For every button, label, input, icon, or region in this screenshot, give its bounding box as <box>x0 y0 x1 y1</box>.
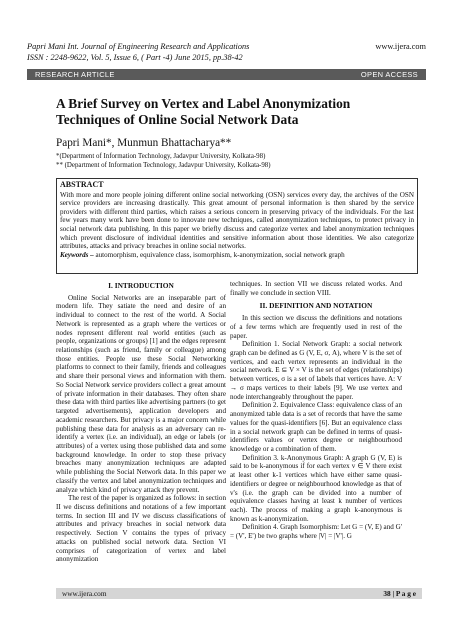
definitions-intro: In this section we discuss the definitions and notations of a few terms which are frequently used in rest of the paper. <box>230 314 402 340</box>
paper-title: A Brief Survey on Vertex and Label Anonymization Techniques of Online Social Network Data <box>56 96 351 127</box>
intro-paragraph-1: Online Social Networks are an inseparable part of modern life. They satiate the need and desire of an individual to connect to the rest of the world. A Social Network is represented as a graph where the vertices or nodes represent different real world entities (such as people, organizations or groups) [1] and the edges represent relationships (such as friend, family or colleague) among those entities. People use these Social Networking platforms to connect to their family, friends and colleagues and share their personal views and information with them. So Social Network service providers collect a great amount of private information in their databases. They often share these data with third parties like advertising partners (to get targeted advertisements), application developers and academic researchers. But privacy is a major concern while publishing these data for analysis as an adversary can re-identify a vertex (i.e. an individual), an edge or labels (or attributes) of a vertex using those published data and some background knowledge. In order to stop these privacy breaches many anonymization techniques are adapted while publishing the Social Network data. In this paper we classify the vertex and label anonymization techniques and analyze which kind of privacy attack they prevent. <box>56 293 226 494</box>
page-number: 38 | P a g e <box>383 589 416 598</box>
intro-paragraph-continued: techniques. In section VII we discuss related works. And finally we conclude in section VIII. <box>230 280 402 297</box>
keywords-list: automorphism, equivalence class, isomorphism, k-anonymization, social network graph <box>93 250 345 259</box>
keywords <box>60 251 414 260</box>
keywords-label: Keywords – <box>60 250 94 259</box>
abstract-heading: ABSTRACT <box>60 180 104 189</box>
affiliation-1: *(Department of Information Technology, Jadavpur University, Kolkata-98) <box>56 153 266 160</box>
affiliation-2: ** (Department of Information Technology, Jadavpur University, Kolkata-98) <box>56 162 271 169</box>
paper-authors: Papri Mani*, Munmun Bhattacharya** <box>56 137 232 149</box>
abstract-body: With more and more people joining different online social networking (OSN) services every day, the archives of the OSN service providers are increasing drastically. This great amount of personal information is then shared by the service providers with different third parties, which raises a serious concern in preserving privacy of the individuals. For the last few years many work have been done to innovate new techniques, called anonymization techniques, to protect privacy in social network data publishing. In this paper we briefly discuss and categorize vertex and label anonymization techniques which prevent disclosure of individual identities and sensitive information about those identities. We also categorize attributes, attacks and privacy breaches in online social networks. <box>60 190 414 251</box>
journal-citation: Papri Mani Int. Journal of Engineering Research and Applications <box>27 42 250 51</box>
journal-header <box>27 41 426 63</box>
intro-paragraph-2: The rest of the paper is organized as follows: in section II we discuss definitions and notations of a few important terms. In section III and IV we discuss classifications of attributes and privacy breaches in social network data respectively. Section V contains the types of privacy attacks on published social network data. Section VI comprises of categorization of vertex and label anonymization <box>56 494 226 564</box>
right-column <box>230 280 402 541</box>
journal-issn: ISSN : 2248-9622, Vol. 5, Issue 6, ( Part -4) June 2015, pp.38-42 <box>27 53 243 62</box>
author-affiliations <box>56 152 271 170</box>
definition-4: Definition 4. Graph Isomorphism: Let G = (V, E) and G' = (V', E') be two graphs where |V| = |V'|. G <box>230 523 402 541</box>
definition-3: Definition 3. k-Anonymous Graph: A graph G (V, E) is said to be k-anonymous if for each vertex v ∈ V there exist at least other k-1 vertices which have either same quasi-identifiers or degree or neighbourhood knowledge as that of v's (i.e. the graph can be divided into a number of equivalence classes having at least k number of vertices each). The process of making a graph k-anonymous is known as k-anonymization. <box>230 453 402 523</box>
section-heading-definitions: II. DEFINITION AND NOTATION <box>259 301 373 311</box>
article-type-band <box>27 69 426 80</box>
open-access-label: OPEN ACCESS <box>360 70 418 79</box>
section-heading-introduction: I. INTRODUCTION <box>108 281 174 290</box>
journal-url[interactable]: www.ijera.com <box>375 42 426 51</box>
page-footer <box>56 588 422 599</box>
definition-1: Definition 1. Social Network Graph: a social network graph can be defined as G (V, E, σ, A), where V is the set of vertices, and each vertex represents an individual in the social network. E ⊆ V × V is the set of edges (relationships) between vertices, σ is a set of labels that vertices have. A: V → σ maps vertices to their labels [9]. We use vertex and node interchangeably throughout the paper. <box>230 340 402 401</box>
abstract-box <box>56 178 418 274</box>
left-column <box>56 280 226 564</box>
footer-url[interactable]: www.ijera.com <box>62 589 107 598</box>
definition-2: Definition 2. Equivalence Class: equivalence class of an anonymized table data is a set of records that have the same values for the quasi-identifiers [6]. But an equivalence class in a social network graph can be defined in terms of quasi-identifiers values or vertex degree or neighbourhood knowledge or a combination of them. <box>230 401 402 453</box>
research-article-label: RESEARCH ARTICLE <box>35 70 115 79</box>
